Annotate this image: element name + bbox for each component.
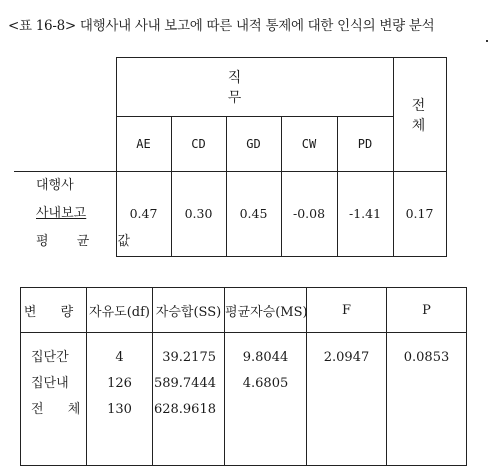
- blank-corner: [14, 58, 116, 172]
- job-mean-table: [14, 57, 447, 257]
- row-label: [14, 172, 142, 257]
- f-column: [307, 333, 387, 466]
- row-label-line: 평 균 값: [36, 234, 142, 249]
- ms-column: [225, 333, 307, 466]
- ms-value: 9.8044: [242, 350, 289, 365]
- mean-cd: 0.30: [171, 172, 226, 257]
- p-value: 0.0853: [403, 350, 450, 365]
- df-value: 130: [107, 402, 132, 417]
- source-between: 집단간: [31, 350, 69, 365]
- table-caption: <표 16-8> 대행사내 사내 보고에 따른 내적 통제에 대한 인식의 변량 분석: [8, 18, 435, 34]
- job-code-ae: AE: [116, 117, 171, 172]
- df-value: 126: [107, 376, 132, 391]
- ss-value: 628.9618: [153, 402, 216, 417]
- f-value: 2.0947: [323, 350, 370, 365]
- job-header: 직 무: [116, 58, 393, 117]
- df-value: 4: [115, 350, 124, 365]
- total-header: 전 체: [393, 58, 446, 172]
- ms-value: [225, 397, 306, 423]
- ss-value: 589.7444: [153, 376, 216, 391]
- job-code-cd: CD: [171, 117, 226, 172]
- df-column: [87, 333, 153, 466]
- mean-cw: -0.08: [281, 172, 337, 257]
- job-code-cw: CW: [281, 117, 337, 172]
- f-value: [307, 397, 386, 423]
- job-code-pd: PD: [337, 117, 393, 172]
- header-f: F: [307, 288, 387, 333]
- header-source: 변 량: [21, 288, 87, 333]
- mean-total: 0.17: [393, 172, 446, 257]
- p-value: [387, 371, 466, 397]
- row-label-line: 사내보고: [36, 206, 87, 221]
- header-p: P: [387, 288, 467, 333]
- header-ms: 평균자승(MS): [225, 288, 307, 333]
- anova-table: [20, 287, 467, 466]
- f-value: [307, 371, 386, 397]
- ss-value: 39.2175: [162, 350, 216, 365]
- source-total: 전 체: [31, 402, 91, 417]
- row-label-line: 대행사: [36, 178, 74, 193]
- ss-column: [153, 333, 225, 466]
- mean-ae: 0.47: [116, 172, 171, 257]
- scan-speck: [486, 40, 488, 42]
- source-column: [21, 333, 91, 466]
- p-column: [387, 333, 467, 466]
- header-ss: 자승합(SS): [153, 288, 225, 333]
- p-value: [387, 397, 466, 423]
- source-within: 집단내: [31, 376, 69, 391]
- job-code-gd: GD: [226, 117, 281, 172]
- mean-pd: -1.41: [337, 172, 393, 257]
- mean-gd: 0.45: [226, 172, 281, 257]
- header-df: 자유도(df): [87, 288, 153, 333]
- ms-value: 4.6805: [242, 376, 289, 391]
